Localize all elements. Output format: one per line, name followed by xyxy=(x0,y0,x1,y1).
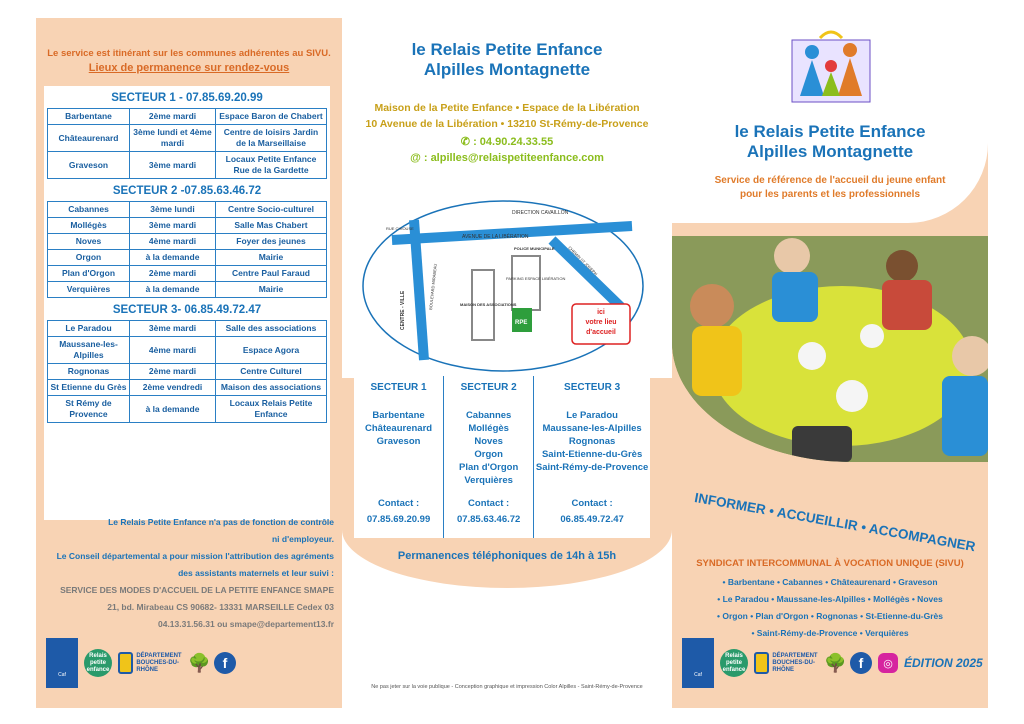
departement-logo xyxy=(754,650,818,676)
sector3-title: SECTEUR 3- 06.85.49.72.47 xyxy=(112,304,262,316)
day-cell: 2ème mardi xyxy=(130,109,216,125)
sector-column: SECTEUR 3 Le Paradou Maussane-les-Alpilles Rognonas Saint-Etienne-du-Grès Saint-Rémy-de-Provence Contact : 06.85.49.72.47 xyxy=(535,382,649,525)
town-cell: Verquières xyxy=(48,282,130,298)
sector-summary xyxy=(354,376,650,538)
sector1-table xyxy=(47,108,327,179)
left-panel xyxy=(36,18,342,708)
table-row xyxy=(48,218,327,234)
place-cell: Espace Agora xyxy=(216,337,327,364)
map-boulevard: BOULEVARD MIRABEAU xyxy=(428,263,438,311)
facebook-icon[interactable]: f xyxy=(850,652,872,674)
map-rpe: RPE xyxy=(515,320,528,326)
permanences-text: Permanences téléphoniques de 14h à 15h xyxy=(397,550,617,562)
footer-line: Le Conseil départemental a pour mission l'attribution des agréments xyxy=(56,551,334,561)
table-row xyxy=(48,234,327,250)
town-cell: Châteaurenard xyxy=(48,125,130,152)
left-intro xyxy=(36,18,342,76)
map-avenue: AVENUE DE LA LIBÉRATION xyxy=(462,234,529,240)
place-cell: Mairie xyxy=(216,282,327,298)
sector3-table xyxy=(47,320,327,423)
map-parking: PARKING ESPACE LIBÉRATION xyxy=(506,276,566,281)
table-row xyxy=(48,125,327,152)
day-cell: 4ème mardi xyxy=(130,234,216,250)
footer-line: Le Relais Petite Enfance n'a pas de fonction de contrôle xyxy=(108,517,334,527)
table-row xyxy=(48,282,327,298)
place-cell: Espace Baron de Chabert xyxy=(216,109,327,125)
day-cell: 2ème mardi xyxy=(130,364,216,380)
map-centre: CENTRE - VILLE xyxy=(400,290,406,330)
place-cell: Salle des associations xyxy=(216,321,327,337)
town-cell: Noves xyxy=(48,234,130,250)
place-cell: Maison des associations xyxy=(216,380,327,396)
intro-text: Le service est itinérant sur les communes adhérentes au SIVU. xyxy=(47,48,331,59)
relais-logo: Relais petite enfance xyxy=(84,649,112,677)
email-text[interactable]: @ : alpilles@relaispetiteenfance.com xyxy=(410,152,604,164)
town-cell: Mollégès xyxy=(48,218,130,234)
table-row xyxy=(48,380,327,396)
table-row xyxy=(48,152,327,179)
sector2-table xyxy=(47,201,327,298)
map-direction: DIRECTION CAVAILLON xyxy=(512,210,569,216)
left-logos xyxy=(46,638,236,688)
day-cell: 2ème vendredi xyxy=(130,380,216,396)
day-cell: 3ème mardi xyxy=(130,152,216,179)
town-cell: Cabannes xyxy=(48,202,130,218)
middle-panel xyxy=(342,18,672,708)
day-cell: 2ème mardi xyxy=(130,266,216,282)
place-cell: Centre Culturel xyxy=(216,364,327,380)
departement-text: DÉPARTEMENT BOUCHES-DU-RHÔNE xyxy=(772,652,818,673)
sector2-title: SECTEUR 2 -07.85.63.46.72 xyxy=(112,185,262,197)
sector1-title: SECTEUR 1 - 07.85.69.20.99 xyxy=(111,92,263,104)
middle-contact xyxy=(342,134,672,166)
tree-icon: 🌳 xyxy=(188,653,211,673)
tree-icon: 🌳 xyxy=(824,653,847,673)
right-panel xyxy=(672,18,988,708)
phone-text[interactable]: ✆ : 04.90.24.33.55 xyxy=(460,136,554,148)
place-cell: Centre Socio-culturel xyxy=(216,202,327,218)
instagram-icon[interactable]: ◎ xyxy=(878,653,898,673)
table-row xyxy=(48,266,327,282)
sivu-title: SYNDICAT INTERCOMMUNAL À VOCATION UNIQUE (SIVU) xyxy=(696,558,964,569)
caf-logo: Caf xyxy=(46,638,78,688)
town-cell: Barbentane xyxy=(48,109,130,125)
departement-icon xyxy=(754,652,769,674)
sector-column: SECTEUR 2 Cabannes Mollégès Noves Orgon Plan d'Orgon Verquières Contact : 07.85.63.46.72 xyxy=(444,376,534,538)
caf-logo: Caf xyxy=(682,638,714,688)
footer-line: ni d'employeur. xyxy=(271,534,334,544)
left-footer xyxy=(44,514,334,633)
table-row xyxy=(48,396,327,423)
place-cell: Mairie xyxy=(216,250,327,266)
day-cell: 3ème mardi xyxy=(130,218,216,234)
day-cell: 3ème lundi xyxy=(130,202,216,218)
intro-link: Lieux de permanence sur rendez-vous xyxy=(88,62,290,74)
place-cell: Centre Paul Faraud xyxy=(216,266,327,282)
table-row xyxy=(48,337,327,364)
relais-logo: Relais petite enfance xyxy=(720,649,748,677)
table-row xyxy=(48,321,327,337)
middle-address: Maison de la Petite Enfance • Espace de la Libération 10 Avenue de la Libération • 13210 St-Rémy-de-Provence xyxy=(365,102,649,130)
town-cell: Orgon xyxy=(48,250,130,266)
right-logos xyxy=(682,638,983,688)
place-cell: Foyer des jeunes xyxy=(216,234,327,250)
sector-tables xyxy=(44,86,330,520)
map-maison: MAISON DES ASSOCIATIONS xyxy=(460,302,517,307)
table-row xyxy=(48,202,327,218)
right-title: le Relais Petite Enfance Alpilles Montagnette xyxy=(734,122,926,161)
table-row xyxy=(48,109,327,125)
sector-column: SECTEUR 1 Barbentane Châteaurenard Graveson Contact : 07.85.69.20.99 xyxy=(354,376,444,538)
facebook-icon[interactable]: f xyxy=(214,652,236,674)
place-cell: Locaux Petite Enfance Rue de la Gardette xyxy=(216,152,327,179)
day-cell: à la demande xyxy=(130,250,216,266)
departement-text: DÉPARTEMENT BOUCHES-DU-RHÔNE xyxy=(136,652,182,673)
departement-icon xyxy=(118,652,133,674)
town-cell: Graveson xyxy=(48,152,130,179)
town-cell: Maussane-les-Alpilles xyxy=(48,337,130,364)
day-cell: à la demande xyxy=(130,282,216,298)
day-cell: 4ème mardi xyxy=(130,337,216,364)
footer-line: SERVICE DES MODES D'ACCUEIL DE LA PETITE ENFANCE SMAPE xyxy=(60,585,334,595)
family-logo xyxy=(790,30,872,106)
children-photo xyxy=(672,236,988,462)
map-accueil: d'accueil xyxy=(586,329,616,336)
footer-line: des assistants maternels et leur suivi : xyxy=(178,568,334,578)
town-cell: Rognonas xyxy=(48,364,130,380)
map-ici: ici xyxy=(597,309,605,316)
edition-label: ÉDITION 2025 xyxy=(904,656,983,670)
place-cell: Salle Mas Chabert xyxy=(216,218,327,234)
town-cell: St Rémy de Provence xyxy=(48,396,130,423)
town-cell: Le Paradou xyxy=(48,321,130,337)
map-rue: RUE CHIOUSE xyxy=(386,226,414,231)
town-cell: St Etienne du Grès xyxy=(48,380,130,396)
map-chemin: CHEMIN ST JOSEPH xyxy=(567,245,599,277)
place-cell: Centre de loisirs Jardin de la Marseillaise xyxy=(216,125,327,152)
slogan: INFORMER • ACCUEILLIR • ACCOMPAGNER xyxy=(693,490,977,555)
right-subtitle: Service de référence de l'accueil du jeune enfant pour les parents et les professionnels xyxy=(714,175,946,200)
table-row xyxy=(48,250,327,266)
day-cell: 3ème mardi xyxy=(130,321,216,337)
middle-title: le Relais Petite Enfance Alpilles Montagnette xyxy=(411,40,603,79)
day-cell: à la demande xyxy=(130,396,216,423)
footer-line: 21, bd. Mirabeau CS 90682- 13331 MARSEILLE Cedex 03 xyxy=(107,602,334,612)
departement-logo xyxy=(118,650,182,676)
location-map xyxy=(362,200,644,372)
town-cell: Plan d'Orgon xyxy=(48,266,130,282)
table-row xyxy=(48,364,327,380)
footer-line: 04.13.31.56.31 ou smape@departement13.fr xyxy=(157,619,334,629)
place-cell: Locaux Relais Petite Enfance xyxy=(216,396,327,423)
map-votre-lieu: votre lieu xyxy=(585,319,617,326)
day-cell: 3ème lundi et 4ème mardi xyxy=(130,125,216,152)
map-police: POLICE MUNICIPALE xyxy=(514,246,555,251)
sivu-list: • Barbentane • Cabannes • Châteaurenard • Graveson • Le Paradou • Maussane-les-Alpilles • Mollégès • Noves • Orgon • Plan d'Orgon • Rognonas • St-Etienne-du-Grès • Saint-Rémy-de-Provence • Verquières xyxy=(717,577,943,638)
print-note: Ne pas jeter sur la voie publique - Conception graphique et impression Color Alpilles - Saint-Rémy-de-Provence xyxy=(371,684,643,690)
